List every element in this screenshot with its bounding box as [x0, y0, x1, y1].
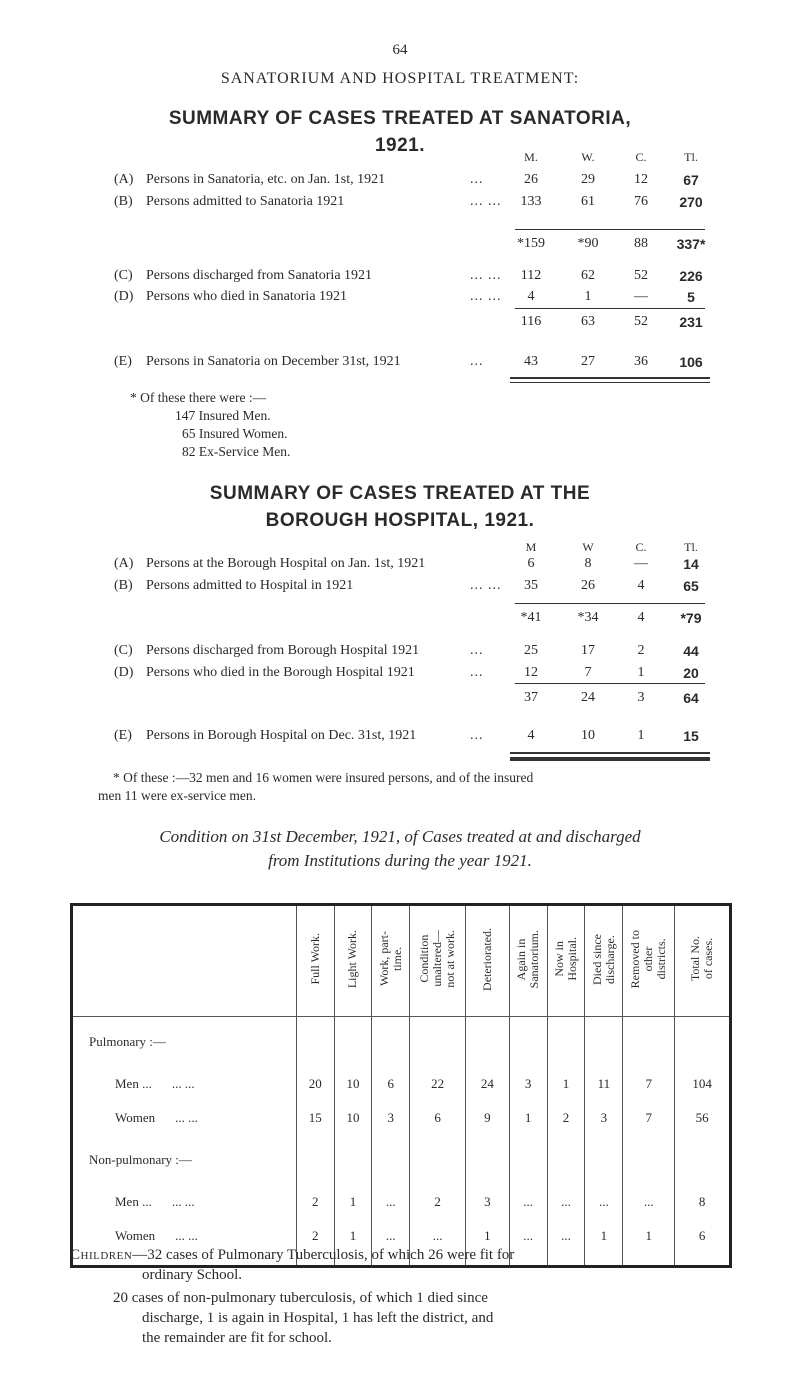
row-value: 12: [524, 665, 538, 680]
condition-header: [334, 905, 372, 1017]
row-label: Men ...: [115, 1076, 152, 1091]
row-value: 116: [520, 314, 542, 329]
table-row: [72, 1101, 731, 1135]
condition-table: [70, 903, 732, 1268]
table-cell: ...: [372, 1185, 410, 1219]
condition-header: [547, 905, 585, 1017]
col-total: Tl.: [684, 540, 698, 554]
table-cell: 6: [675, 1219, 731, 1253]
table-cell: 8: [675, 1185, 731, 1219]
row-label: Persons at the Borough Hospital on Jan. 1st, 1921: [146, 556, 426, 571]
table-cell: 7: [623, 1067, 675, 1101]
row-dots: ... ...: [175, 1228, 198, 1243]
table-cell: 2: [547, 1101, 585, 1135]
table-cell: 1: [466, 1219, 510, 1253]
rule: [510, 757, 710, 761]
row-value: 15: [683, 728, 699, 744]
row-value: 29: [581, 172, 595, 187]
rule: [510, 382, 710, 383]
condition-header-row: [72, 905, 731, 1017]
table-cell: 9: [466, 1101, 510, 1135]
row-letter: (A): [114, 556, 134, 571]
sanatoria-heading: SUMMARY OF CASES TREATED AT SANATORIA,: [168, 108, 632, 129]
table-cell: 15: [296, 1101, 334, 1135]
row-label: Persons in Sanatoria on December 31st, 1921: [146, 354, 401, 369]
row-value: 337*: [676, 236, 706, 252]
condition-header: [372, 905, 410, 1017]
table-cell: 2: [296, 1185, 334, 1219]
row-value: 270: [679, 194, 703, 210]
col-men: M: [525, 540, 537, 554]
children-line: discharge, 1 is again in Hospital, 1 has left the district, and: [142, 1310, 494, 1326]
row-label: Men ...: [115, 1194, 152, 1209]
group-row: [72, 1135, 731, 1185]
borough-heading: SUMMARY OF CASES TREATED AT THE: [209, 483, 591, 504]
borough-note: men 11 were ex-service men.: [98, 788, 257, 803]
row-value: —: [634, 289, 648, 304]
row-letter: (C): [114, 268, 133, 283]
condition-header-text: Work, part- time.: [376, 931, 404, 987]
table-cell: 1: [547, 1067, 585, 1101]
row-value: *90: [577, 236, 599, 251]
row-value: 52: [634, 268, 648, 283]
sanatoria-row: [0, 354, 800, 374]
empty-cell: [296, 1017, 334, 1068]
table-cell: 2: [410, 1185, 466, 1219]
table-cell: ...: [372, 1219, 410, 1253]
table-cell: 10: [334, 1101, 372, 1135]
condition-header-text: Condition unaltered— not at work.: [417, 930, 458, 988]
row-value: 4: [637, 578, 645, 593]
empty-cell: [675, 1135, 731, 1185]
row-value: 63: [581, 314, 595, 329]
borough-row: [0, 643, 800, 663]
row-dots: ...: [470, 354, 484, 369]
empty-cell: [509, 1017, 547, 1068]
empty-cell: [675, 1017, 731, 1068]
row-value: 4: [527, 289, 535, 304]
sanatoria-note: 82 Ex-Service Men.: [182, 444, 291, 459]
col-women: W.: [581, 150, 595, 164]
empty-cell: [296, 1135, 334, 1185]
condition-header-text: Removed to other districts.: [628, 929, 669, 989]
row-label: Persons in Borough Hospital on Dec. 31st, 1921: [146, 728, 417, 743]
sanatoria-row: [0, 172, 800, 192]
children-line: —32 cases of Pulmonary Tuberculosis, of which 26 were fit for: [132, 1247, 515, 1263]
sanatoria-row: [0, 236, 800, 256]
condition-title-2: from Institutions during the year 1921.: [268, 851, 532, 870]
rule: [515, 229, 705, 230]
row-value: 36: [634, 354, 648, 369]
row-value: 26: [581, 578, 595, 593]
table-cell: 22: [410, 1067, 466, 1101]
condition-header: [296, 905, 334, 1017]
table-cell: 11: [585, 1067, 623, 1101]
rule: [515, 603, 705, 604]
borough-row: [0, 665, 800, 685]
row-value: 44: [683, 643, 699, 659]
table-cell: 3: [466, 1185, 510, 1219]
row-value: 52: [634, 314, 648, 329]
col-total: Tl.: [684, 150, 698, 164]
condition-header-text: Deteriorated.: [479, 927, 494, 991]
condition-header: [509, 905, 547, 1017]
table-cell: ...: [509, 1185, 547, 1219]
section-title: SANATORIUM AND HOSPITAL TREATMENT:: [220, 70, 580, 87]
row-dots: ...: [470, 728, 484, 743]
sanatoria-row: [0, 268, 800, 288]
row-value: 62: [581, 268, 595, 283]
row-value: 67: [683, 172, 699, 188]
rule: [515, 683, 705, 684]
row-label: Persons discharged from Sanatoria 1921: [146, 268, 373, 283]
row-label: Persons who died in Sanatoria 1921: [146, 289, 348, 304]
row-label: Persons discharged from Borough Hospital 1921: [146, 643, 420, 658]
row-letter: (D): [114, 289, 134, 304]
row-value: 65: [683, 578, 699, 594]
condition-header: [466, 905, 510, 1017]
empty-cell: [466, 1017, 510, 1068]
condition-header-text: Again in Sanatorium.: [514, 929, 542, 989]
table-row: [72, 1185, 731, 1219]
row-dots: ... ...: [171, 1194, 195, 1209]
table-cell: 10: [334, 1067, 372, 1101]
row-value: 61: [581, 194, 595, 209]
table-cell: ...: [410, 1219, 466, 1253]
empty-cell: [623, 1017, 675, 1068]
row-dots: ... ...: [470, 268, 502, 283]
empty-cell: [410, 1135, 466, 1185]
table-cell: 1: [585, 1219, 623, 1253]
borough-row: [0, 610, 800, 630]
page-number: 64: [392, 42, 408, 58]
table-cell: 24: [466, 1067, 510, 1101]
children-line: ordinary School.: [142, 1267, 242, 1283]
group-label: Non-pulmonary :—: [89, 1152, 192, 1167]
row-letter: (D): [114, 665, 134, 680]
condition-header: [675, 905, 731, 1017]
borough-heading-year: BOROUGH HOSPITAL, 1921.: [265, 510, 535, 531]
row-dots: ...: [470, 643, 484, 658]
row-value: 88: [634, 236, 648, 251]
empty-cell: [585, 1017, 623, 1068]
row-label-cell: [72, 1067, 297, 1101]
row-value: 12: [634, 172, 648, 187]
rule: [515, 308, 705, 309]
row-value: 133: [520, 194, 542, 209]
table-cell: 2: [296, 1219, 334, 1253]
empty-cell: [372, 1017, 410, 1068]
table-cell: 1: [509, 1101, 547, 1135]
children-line: the remainder are fit for school.: [142, 1330, 332, 1346]
sanatoria-note: 147 Insured Men.: [175, 408, 271, 423]
table-cell: 1: [334, 1185, 372, 1219]
condition-header: [623, 905, 675, 1017]
col-children: C.: [635, 150, 647, 164]
condition-header: [410, 905, 466, 1017]
table-cell: 3: [372, 1101, 410, 1135]
empty-cell: [372, 1135, 410, 1185]
condition-header-text: Died since discharge.: [589, 933, 617, 985]
row-value: *34: [577, 610, 599, 625]
row-label: Persons admitted to Sanatoria 1921: [146, 194, 345, 209]
sanatoria-row: [0, 194, 800, 214]
row-value: 6: [527, 556, 535, 571]
row-value: 3: [637, 690, 645, 705]
sanatoria-row: [0, 314, 800, 334]
rule: [510, 752, 710, 754]
row-value: 35: [524, 578, 538, 593]
empty-cell: [623, 1135, 675, 1185]
sanatoria-note-intro: * Of these there were :—: [130, 390, 267, 405]
empty-cell: [547, 1135, 585, 1185]
row-letter: (A): [114, 172, 134, 187]
header-blank: [72, 905, 297, 1017]
row-value: 8: [584, 556, 592, 571]
row-value: *159: [517, 236, 545, 251]
sanatoria-heading-year: 1921.: [374, 135, 426, 156]
row-letter: (B): [114, 194, 133, 209]
row-value: 1: [584, 289, 592, 304]
condition-title: Condition on 31st December, 1921, of Cases treated at and discharged: [159, 827, 641, 846]
table-cell: ...: [547, 1219, 585, 1253]
row-letter: (E): [114, 728, 132, 743]
condition-header-text: Light Work.: [345, 929, 360, 989]
col-children: C.: [635, 540, 647, 554]
row-value: 25: [524, 643, 538, 658]
table-row: [72, 1067, 731, 1101]
row-letter: (B): [114, 578, 133, 593]
row-value: *41: [520, 610, 542, 625]
row-label: Persons who died in the Borough Hospital 1921: [146, 665, 415, 680]
empty-cell: [509, 1135, 547, 1185]
row-value: 106: [679, 354, 703, 370]
row-value: 27: [581, 354, 595, 369]
table-cell: 3: [585, 1101, 623, 1135]
empty-cell: [466, 1135, 510, 1185]
empty-cell: [334, 1017, 372, 1068]
row-dots: ... ...: [470, 289, 502, 304]
borough-row: [0, 690, 800, 710]
row-dots: ...: [470, 172, 484, 187]
row-value: 226: [679, 268, 703, 284]
row-value: 10: [581, 728, 595, 743]
row-label-cell: [72, 1185, 297, 1219]
row-label-cell: [72, 1101, 297, 1135]
group-row: [72, 1017, 731, 1068]
row-value: 4: [527, 728, 535, 743]
table-cell: 3: [509, 1067, 547, 1101]
empty-cell: [334, 1135, 372, 1185]
col-men: M.: [524, 150, 538, 164]
sanatoria-column-headers: [0, 150, 800, 170]
rule: [510, 377, 710, 379]
table-cell: 1: [623, 1219, 675, 1253]
row-value: 231: [679, 314, 703, 330]
empty-cell: [585, 1135, 623, 1185]
row-value: 112: [520, 268, 542, 283]
condition-header-text: Full Work.: [307, 933, 322, 985]
row-value: 7: [584, 665, 592, 680]
children-label: Children: [70, 1247, 133, 1263]
row-label: Women: [115, 1110, 156, 1125]
empty-cell: [547, 1017, 585, 1068]
table-cell: 6: [372, 1067, 410, 1101]
row-value: —: [634, 556, 648, 571]
children-line: 20 cases of non-pulmonary tuberculosis, of which 1 died since: [113, 1290, 488, 1306]
row-value: 76: [634, 194, 648, 209]
empty-cell: [410, 1017, 466, 1068]
row-dots: ... ...: [175, 1110, 198, 1125]
row-letter: (E): [114, 354, 132, 369]
row-letter: (C): [114, 643, 133, 658]
row-value: 14: [683, 556, 699, 572]
group-label: Pulmonary :—: [89, 1034, 166, 1049]
table-cell: ...: [547, 1185, 585, 1219]
table-cell: ...: [509, 1219, 547, 1253]
row-value: 17: [581, 643, 595, 658]
children-note: [70, 1245, 750, 1265]
table-cell: 104: [675, 1067, 731, 1101]
row-value: *79: [680, 610, 702, 626]
row-dots: ... ...: [470, 194, 502, 209]
table-cell: 7: [623, 1101, 675, 1135]
row-dots: ... ...: [171, 1076, 195, 1091]
condition-header: [585, 905, 623, 1017]
row-value: 37: [524, 690, 538, 705]
sanatoria-row: [0, 289, 800, 309]
sanatoria-note: 65 Insured Women.: [182, 426, 288, 441]
row-value: 1: [637, 728, 645, 743]
row-value: 4: [637, 610, 645, 625]
table-cell: 1: [334, 1219, 372, 1253]
row-label: Persons admitted to Hospital in 1921: [146, 578, 354, 593]
row-value: 1: [637, 665, 645, 680]
row-label: Persons in Sanatoria, etc. on Jan. 1st, 1921: [146, 172, 386, 187]
row-dots: ...: [470, 665, 484, 680]
condition-header-text: Now in Hospital.: [552, 937, 580, 981]
row-dots: ... ...: [470, 578, 502, 593]
table-cell: 56: [675, 1101, 731, 1135]
row-value: 20: [683, 665, 699, 681]
table-cell: 20: [296, 1067, 334, 1101]
col-women: W: [582, 540, 594, 554]
table-cell: ...: [585, 1185, 623, 1219]
table-cell: ...: [623, 1185, 675, 1219]
borough-row: [0, 556, 800, 576]
borough-row: [0, 728, 800, 748]
row-value: 43: [524, 354, 538, 369]
table-cell: 6: [410, 1101, 466, 1135]
row-value: 2: [637, 643, 645, 658]
borough-row: [0, 578, 800, 598]
condition-header-text: Total No. of cases.: [688, 936, 716, 982]
row-value: 64: [683, 690, 699, 706]
row-value: 5: [687, 289, 695, 305]
row-value: 24: [581, 690, 595, 705]
row-value: 26: [524, 172, 538, 187]
borough-note: * Of these :—32 men and 16 women were insured persons, and of the insured: [113, 770, 534, 785]
row-label: Women: [115, 1228, 156, 1243]
